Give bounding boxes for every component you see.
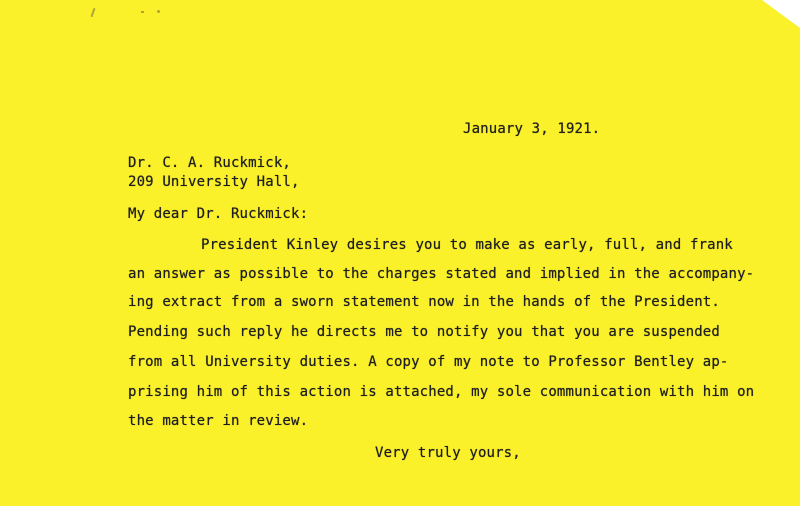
paper-speck (141, 11, 144, 13)
body-line: the matter in review. (128, 413, 309, 429)
body-line: an answer as possible to the charges stated and implied in the accompany- (128, 266, 755, 282)
recipient-name: Dr. C. A. Ruckmick, (128, 155, 291, 171)
closing: Very truly yours, (375, 445, 521, 461)
body-line: Pending such reply he directs me to notify you that you are suspended (128, 324, 720, 340)
paper-speck (157, 10, 160, 13)
body-line: President Kinley desires you to make as early, full, and frank (201, 237, 733, 253)
salutation: My dear Dr. Ruckmick: (128, 206, 309, 222)
letter-date: January 3, 1921. (463, 121, 601, 137)
body-line: prising him of this action is attached, my sole communication with him on (128, 384, 755, 400)
paper-speck (91, 8, 96, 17)
torn-corner (762, 0, 800, 28)
body-line: ing extract from a sworn statement now in the hands of the President. (128, 294, 720, 310)
recipient-address: 209 University Hall, (128, 174, 300, 190)
body-line: from all University duties. A copy of my note to Professor Bentley ap- (128, 354, 729, 370)
